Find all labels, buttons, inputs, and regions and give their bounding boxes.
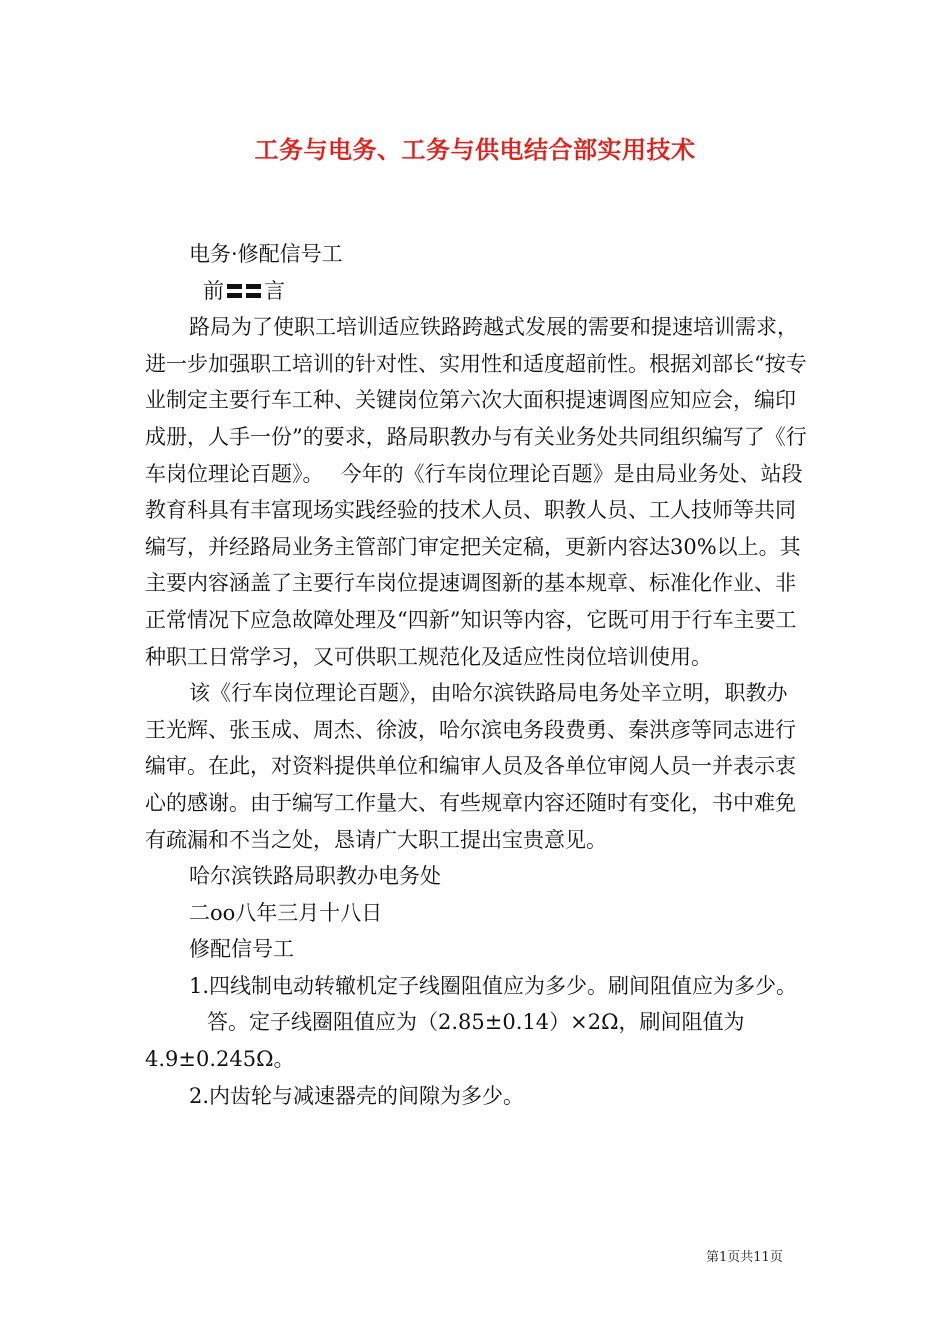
preface-left-char: 前 xyxy=(203,278,224,303)
section-heading: 电务·修配信号工 xyxy=(189,242,343,266)
document-body xyxy=(145,236,807,1114)
page-number-footer: 第1页共11页 xyxy=(706,1250,783,1265)
body-paragraph-1: 路局为了使职工培训适应铁路跨越式发展的需要和提速培训需求，进一步加强职工培训的针对性、实用性和适度超前性。根据刘部长“按专业制定主要行车工种、关键岗位第六次大面积提速调图应知应会，编印成册，人手一份”的要求，路局职教办与有关业务处共同组织编写了《行车岗位理论百题》。 今年的《行车岗位理论百题》是由局业务处、站段教育科具有丰富现场实践经验的技术人员、职教人员、工人技师等共同编写，并经路局业务主管部门审定把关定稿，更新内容达30%以上。其主要内容涵盖了主要行车岗位提速调图新的基本规章、标准化作业、非正常情况下应急故障处理及“四新”知识等内容，它既可用于行车主要工种职工日常学习，又可供职工规范化及适应性岗位培训使用。 xyxy=(145,315,807,669)
answer-1: 答。定子线圈阻值应为（2.85±0.14）×2Ω，刷间阻值为4.9±0.245Ω。 xyxy=(145,1010,745,1072)
question-1: 1.四线制电动转辙机定子线圈阻值应为多少。刷间阻值应为多少。 xyxy=(189,973,798,998)
preface-right-char: 言 xyxy=(264,278,285,303)
signature-date: 二oo八年三月十八日 xyxy=(189,900,383,925)
redacted-mark-icon xyxy=(226,282,262,300)
question-2: 2.内齿轮与减速器壳的间隙为多少。 xyxy=(189,1083,525,1108)
subheading: 修配信号工 xyxy=(189,937,294,962)
document-title: 工务与电务、工务与供电结合部实用技术 xyxy=(254,136,696,164)
body-paragraph-2: 该《行车岗位理论百题》，由哈尔滨铁路局电务处辛立明，职教办王光辉、张玉成、周杰、徐波，哈尔滨电务段费勇、秦洪彦等同志进行编审。在此，对资料提供单位和编审人员及各单位审阅人员一并表示衷心的感谢。由于编写工作量大、有些规章内容还随时有变化，书中难免有疏漏和不当之处，恳请广大职工提出宝贵意见。 xyxy=(145,681,796,852)
signature-org: 哈尔滨铁路局职教办电务处 xyxy=(189,864,441,889)
preface-heading xyxy=(145,273,807,310)
